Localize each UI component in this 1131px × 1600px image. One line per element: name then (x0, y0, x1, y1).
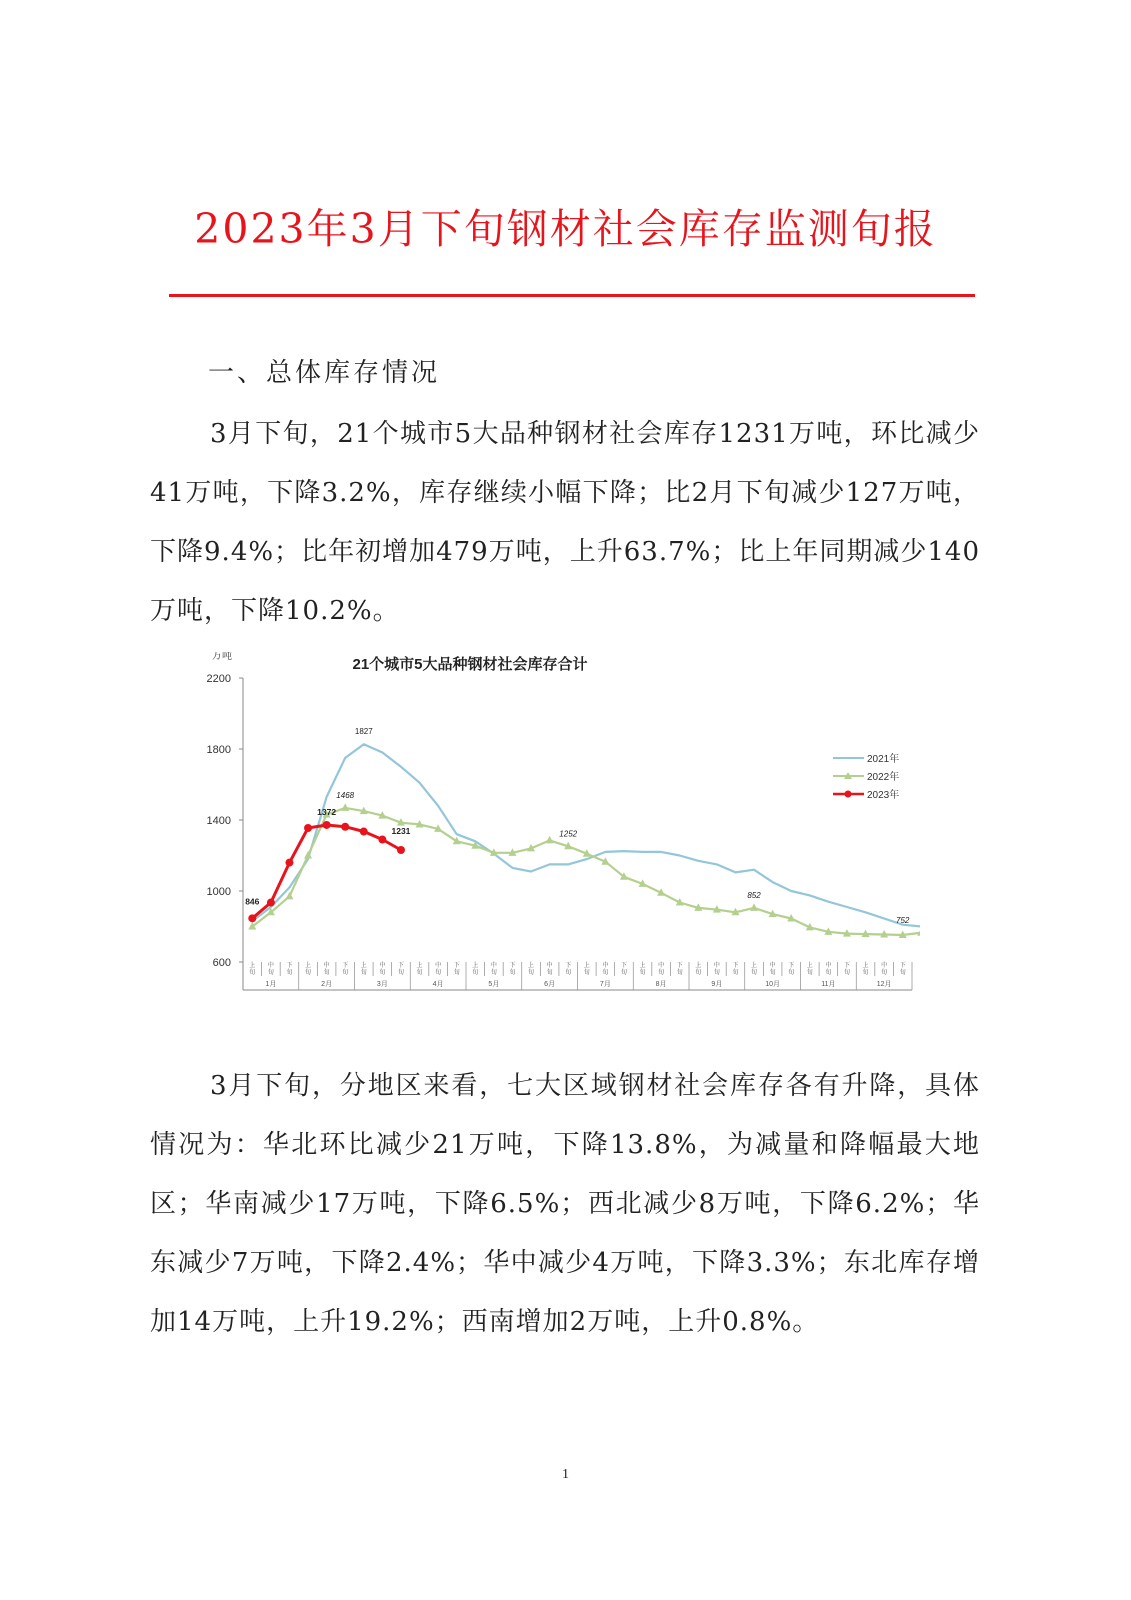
x-dekad-label: 中 (825, 963, 832, 969)
x-dekad-label: 旬 (732, 970, 739, 976)
x-dekad-label: 旬 (639, 970, 646, 976)
data-point (267, 899, 275, 907)
x-dekad-label: 上 (862, 963, 869, 969)
chart-title: 21个城市5大品种钢材社会库存合计 (352, 656, 588, 673)
legend-swatch-marker (845, 791, 852, 798)
x-dekad-label: 旬 (416, 970, 423, 976)
data-point (285, 892, 293, 900)
x-dekad-label: 旬 (490, 970, 497, 976)
data-label: 1468 (336, 790, 355, 800)
section-heading: 一、总体库存情况 (208, 358, 441, 388)
data-point (397, 846, 405, 854)
x-dekad-label: 旬 (509, 970, 516, 976)
x-dekad-label: 下 (342, 963, 349, 969)
x-dekad-label: 下 (676, 963, 683, 969)
x-dekad-label: 旬 (695, 970, 702, 976)
x-dekad-label: 旬 (305, 970, 312, 976)
x-dekad-label: 上 (639, 963, 646, 969)
x-dekad-label: 下 (397, 963, 404, 969)
x-dekad-label: 下 (620, 963, 627, 969)
data-label: 1827 (354, 727, 373, 737)
data-point (546, 836, 554, 844)
legend-label: 2021年 (867, 754, 900, 765)
y-tick-label: 1400 (206, 815, 231, 827)
data-label: 752 (896, 916, 910, 926)
x-dekad-label: 旬 (397, 970, 404, 976)
x-dekad-label: 中 (769, 963, 776, 969)
x-dekad-label: 旬 (658, 970, 665, 976)
x-dekad-label: 上 (751, 963, 758, 969)
x-dekad-label: 旬 (788, 970, 795, 976)
x-dekad-label: 上 (472, 963, 479, 969)
x-dekad-label: 中 (602, 963, 609, 969)
x-month-label: 3月 (376, 981, 388, 988)
x-dekad-label: 下 (899, 963, 906, 969)
data-point (341, 823, 349, 831)
data-label: 1231 (391, 825, 411, 836)
data-point (304, 824, 312, 832)
x-dekad-label: 旬 (862, 970, 869, 976)
x-dekad-label: 上 (528, 963, 535, 969)
x-dekad-label: 上 (360, 963, 367, 969)
x-dekad-label: 旬 (843, 970, 850, 976)
y-tick-label: 2200 (206, 673, 231, 685)
x-dekad-label: 上 (416, 963, 423, 969)
x-dekad-label: 旬 (806, 970, 813, 976)
y-axis-unit-label: 万吨 (212, 652, 232, 662)
x-month-label: 8月 (655, 981, 667, 988)
x-month-label: 7月 (599, 981, 611, 988)
x-dekad-label: 下 (565, 963, 572, 969)
x-dekad-label: 旬 (602, 970, 609, 976)
legend-label: 2023年 (867, 790, 900, 801)
x-dekad-label: 旬 (620, 970, 627, 976)
x-dekad-label: 上 (305, 963, 312, 969)
x-dekad-label: 旬 (751, 970, 758, 976)
x-month-label: 5月 (488, 981, 500, 988)
x-dekad-label: 上 (249, 963, 256, 969)
x-dekad-label: 旬 (546, 970, 553, 976)
paragraph-overall-inventory: 3月下旬，21个城市5大品种钢材社会库存1231万吨，环比减少41万吨，下降3.2%，库存继续小幅下降；比2月下旬减少127万吨，下降9.4%；比年初增加479万吨，上升63.7%；比上年同期减少140万吨，下降10.2%。 (150, 419, 980, 626)
x-dekad-label: 下 (843, 963, 850, 969)
x-dekad-label: 中 (323, 963, 330, 969)
inventory-line-chart (200, 652, 920, 997)
x-dekad-label: 旬 (583, 970, 590, 976)
x-month-label: 11月 (821, 981, 836, 988)
data-point (360, 828, 368, 836)
x-dekad-label: 旬 (565, 970, 572, 976)
data-point (378, 836, 386, 844)
x-dekad-label: 上 (583, 963, 590, 969)
x-dekad-label: 下 (453, 963, 460, 969)
x-dekad-label: 下 (732, 963, 739, 969)
data-point (341, 803, 349, 811)
series-line (252, 808, 920, 935)
x-dekad-label: 旬 (379, 970, 386, 976)
data-label: 1372 (317, 806, 337, 817)
x-dekad-label: 旬 (323, 970, 330, 976)
data-label: 1252 (559, 829, 578, 839)
x-dekad-label: 旬 (267, 970, 274, 976)
x-dekad-label: 旬 (881, 970, 888, 976)
x-dekad-label: 旬 (435, 970, 442, 976)
y-tick-label: 600 (212, 957, 231, 969)
series-line (252, 744, 920, 926)
x-dekad-label: 中 (267, 963, 274, 969)
x-dekad-label: 旬 (472, 970, 479, 976)
x-dekad-label: 旬 (342, 970, 349, 976)
y-tick-label: 1000 (206, 886, 231, 898)
x-dekad-label: 下 (286, 963, 293, 969)
x-dekad-label: 旬 (249, 970, 256, 976)
x-month-label: 6月 (544, 981, 556, 988)
data-label: 852 (747, 890, 761, 900)
x-dekad-label: 旬 (769, 970, 776, 976)
x-dekad-label: 中 (881, 963, 888, 969)
paragraph-regional-inventory: 3月下旬，分地区来看，七大区域钢材社会库存各有升降，具体情况为：华北环比减少21万吨，下降13.8%，为减量和降幅最大地区；华南减少17万吨，下降6.5%；西北减少8万吨，下降6.2%；华东减少7万吨，下降2.4%；华中减少4万吨，下降3.3%；东北库存增加14万吨，上升19.2%；西南增加2万吨，上升0.8%。 (150, 1071, 980, 1337)
x-dekad-label: 中 (713, 963, 720, 969)
legend-label: 2022年 (867, 772, 900, 783)
x-dekad-label: 旬 (825, 970, 832, 976)
x-dekad-label: 旬 (676, 970, 683, 976)
x-dekad-label: 上 (806, 963, 813, 969)
page-title: 2023年3月下旬钢材社会库存监测旬报 (194, 205, 937, 253)
x-dekad-label: 旬 (528, 970, 535, 976)
data-point (750, 903, 758, 911)
x-dekad-label: 旬 (286, 970, 293, 976)
x-dekad-label: 中 (658, 963, 665, 969)
chart-legend (833, 752, 899, 801)
page-number: 1 (562, 1467, 569, 1482)
x-dekad-label: 中 (546, 963, 553, 969)
x-dekad-label: 下 (788, 963, 795, 969)
x-month-label: 4月 (432, 981, 444, 988)
x-dekad-label: 旬 (899, 970, 906, 976)
data-point (285, 859, 293, 867)
x-month-label: 2月 (321, 981, 333, 988)
x-dekad-label: 上 (695, 963, 702, 969)
data-point (323, 821, 331, 829)
data-label: 846 (245, 896, 260, 907)
x-dekad-label: 中 (379, 963, 386, 969)
x-month-label: 10月 (765, 981, 781, 988)
x-month-label: 1月 (265, 981, 277, 988)
x-dekad-label: 旬 (713, 970, 720, 976)
x-month-label: 12月 (876, 981, 892, 988)
x-dekad-label: 旬 (453, 970, 460, 976)
data-point (248, 914, 256, 922)
x-dekad-label: 旬 (360, 970, 367, 976)
x-dekad-label: 下 (509, 963, 516, 969)
x-dekad-label: 中 (490, 963, 497, 969)
chart-series (248, 744, 920, 938)
x-dekad-label: 中 (435, 963, 442, 969)
y-tick-label: 1800 (206, 744, 231, 756)
x-month-label: 9月 (711, 981, 723, 988)
title-divider (169, 294, 975, 297)
